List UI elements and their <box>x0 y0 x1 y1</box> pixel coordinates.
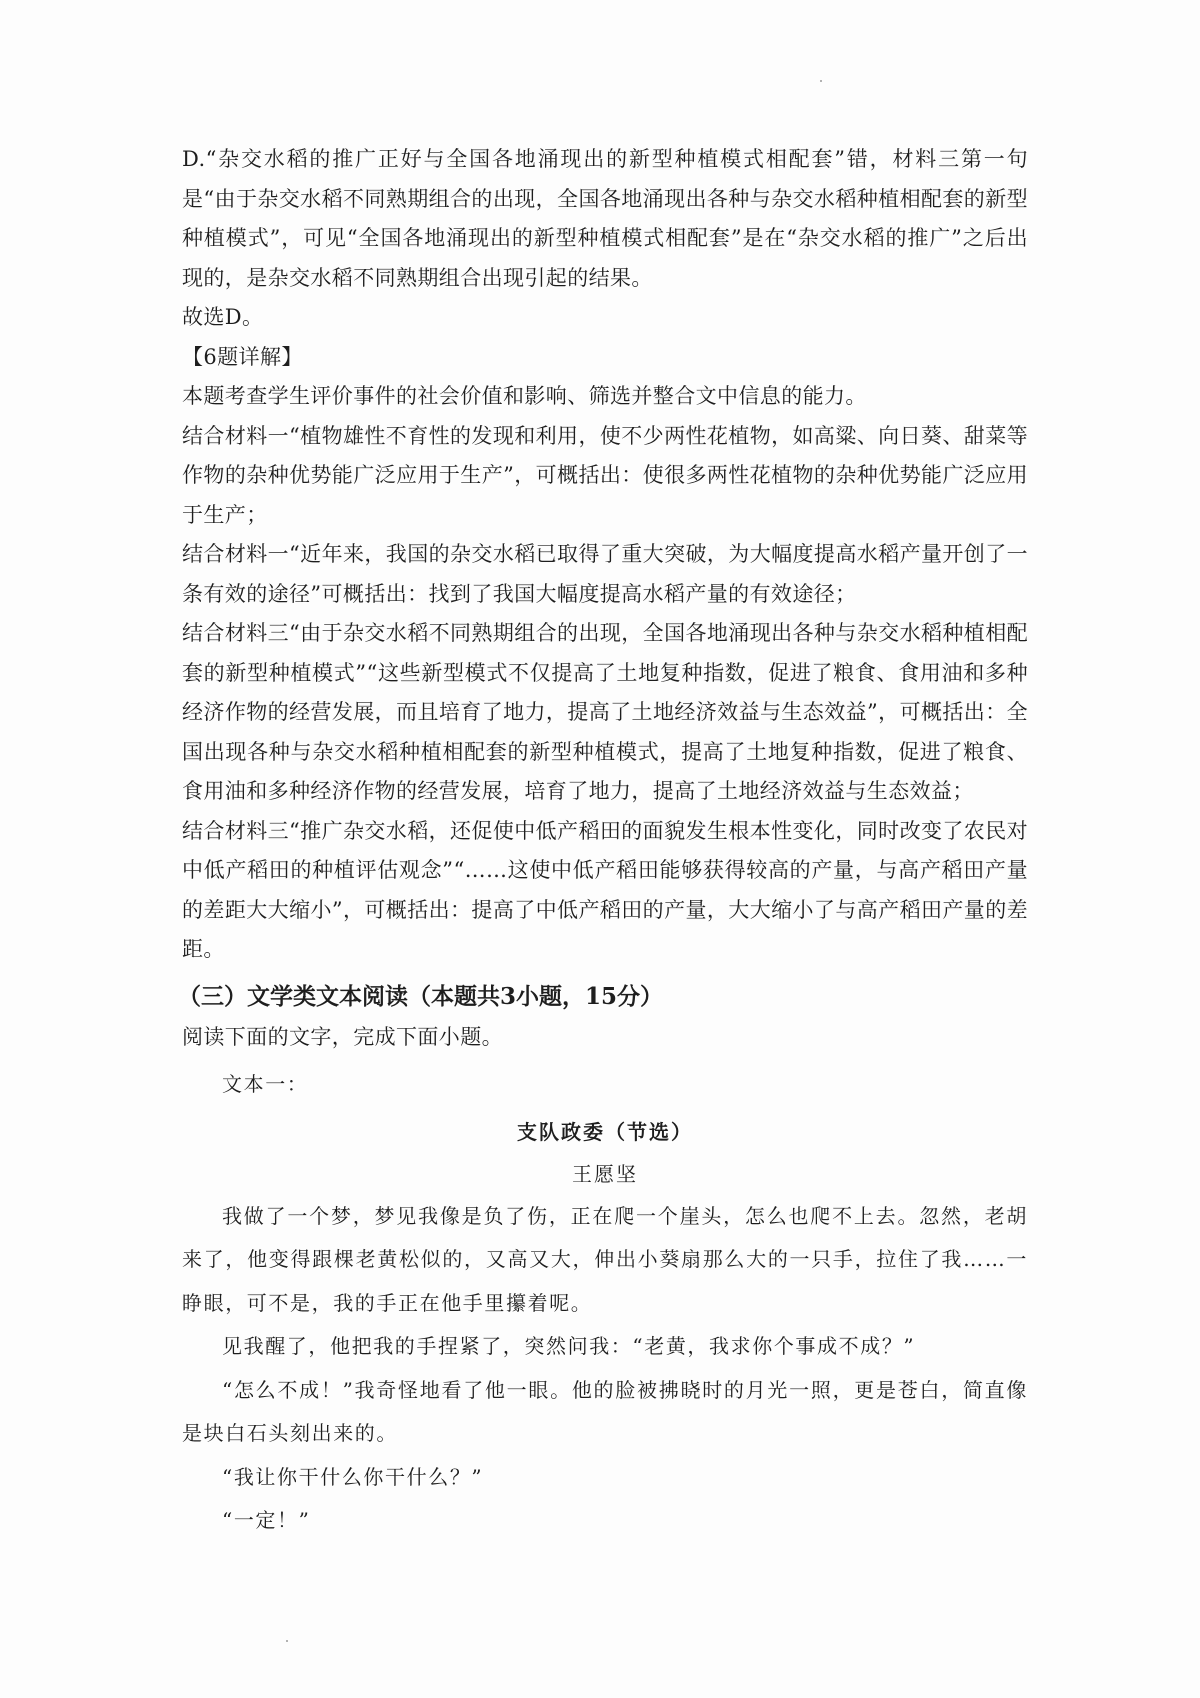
scan-speck <box>820 80 822 82</box>
q6-point: 结合材料三“推广杂交水稻，还促使中低产稻田的面貌发生根本性变化，同时改变了农民对中低产稻田的种植评估观念”“……这使中低产稻田能够获得较高的产量，与高产稻田产量的差距大大缩小”，可概括出：提高了中低产稻田的产量，大大缩小了与高产稻田产量的差距。 <box>182 818 1028 961</box>
text-label: 文本一： <box>222 1072 309 1096</box>
story-paragraph: “怎么不成！”我奇怪地看了他一眼。他的脸被拂晓时的月光一照，更是苍白，简直像是块白石头刻出来的。 <box>182 1377 1028 1445</box>
story-paragraph: “一定！” <box>222 1508 311 1532</box>
page-content <box>178 140 1028 1543</box>
q6-point: 结合材料三“由于杂交水稻不同熟期组合的出现，全国各地涌现出各种与杂交水稻种植相配套的新型种植模式”“这些新型模式不仅提高了土地复种指数，促进了粮食、食用油和多种经济作物的经营发展，而且培育了地力，提高了土地经济效益与生态效益”，可概括出：全国出现各种与杂交水稻种植相配套的新型种植模式，提高了土地复种指数，促进了粮食、食用油和多种经济作物的经营发展，培育了地力，提高了土地经济效益与生态效益； <box>182 621 1028 803</box>
answer-choice: 故选D。 <box>182 305 264 329</box>
q6-point: 结合材料一“近年来，我国的杂交水稻已取得了重大突破，为大幅度提高水稻产量开创了一条有效的途径”可概括出：找到了我国大幅度提高水稻产量的有效途径； <box>182 542 1028 606</box>
story-author: 王愿坚 <box>572 1161 638 1186</box>
section-heading: （三）文学类文本阅读（本题共3小题，15分） <box>178 982 664 1010</box>
q6-detail-label: 【6题详解】 <box>182 344 303 369</box>
q6-point: 结合材料一“植物雄性不育性的发现和利用，使不少两性花植物，如高粱、向日葵、甜菜等作物的杂种优势能广泛应用于生产”，可概括出：使很多两性花植物的杂种优势能广泛应用于生产； <box>182 423 1028 527</box>
reading-instruction: 阅读下面的文字，完成下面小题。 <box>182 1024 503 1049</box>
scan-speck <box>286 1640 288 1642</box>
story-paragraph: “我让你干什么你干什么？” <box>222 1464 484 1489</box>
story-paragraph: 见我醒了，他把我的手捏紧了，突然问我：“老黄，我求你个事成不成？” <box>222 1334 916 1358</box>
story-title: 支队政委（节选） <box>517 1119 693 1144</box>
q6-intro: 本题考查学生评价事件的社会价值和影响、筛选并整合文中信息的能力。 <box>182 384 867 408</box>
answer-option-d: D.“杂交水稻的推广正好与全国各地涌现出的新型种植模式相配套”错，材料三第一句是“由于杂交水稻不同熟期组合的出现，全国各地涌现出各种与杂交水稻种植相配套的新型种植模式”，可见“全国各地涌现出的新型种植模式相配套”是在“杂交水稻的推广”之后出现的，是杂交水稻不同熟期组合出现引起的结果。 <box>182 147 1028 290</box>
story-paragraph: 我做了一个梦，梦见我像是负了伤，正在爬一个崖头，怎么也爬不上去。忽然，老胡来了，他变得跟棵老黄松似的，又高又大，伸出小葵扇那么大的一只手，拉住了我……一睁眼，可不是，我的手正在他手里攥着呢。 <box>182 1203 1028 1315</box>
